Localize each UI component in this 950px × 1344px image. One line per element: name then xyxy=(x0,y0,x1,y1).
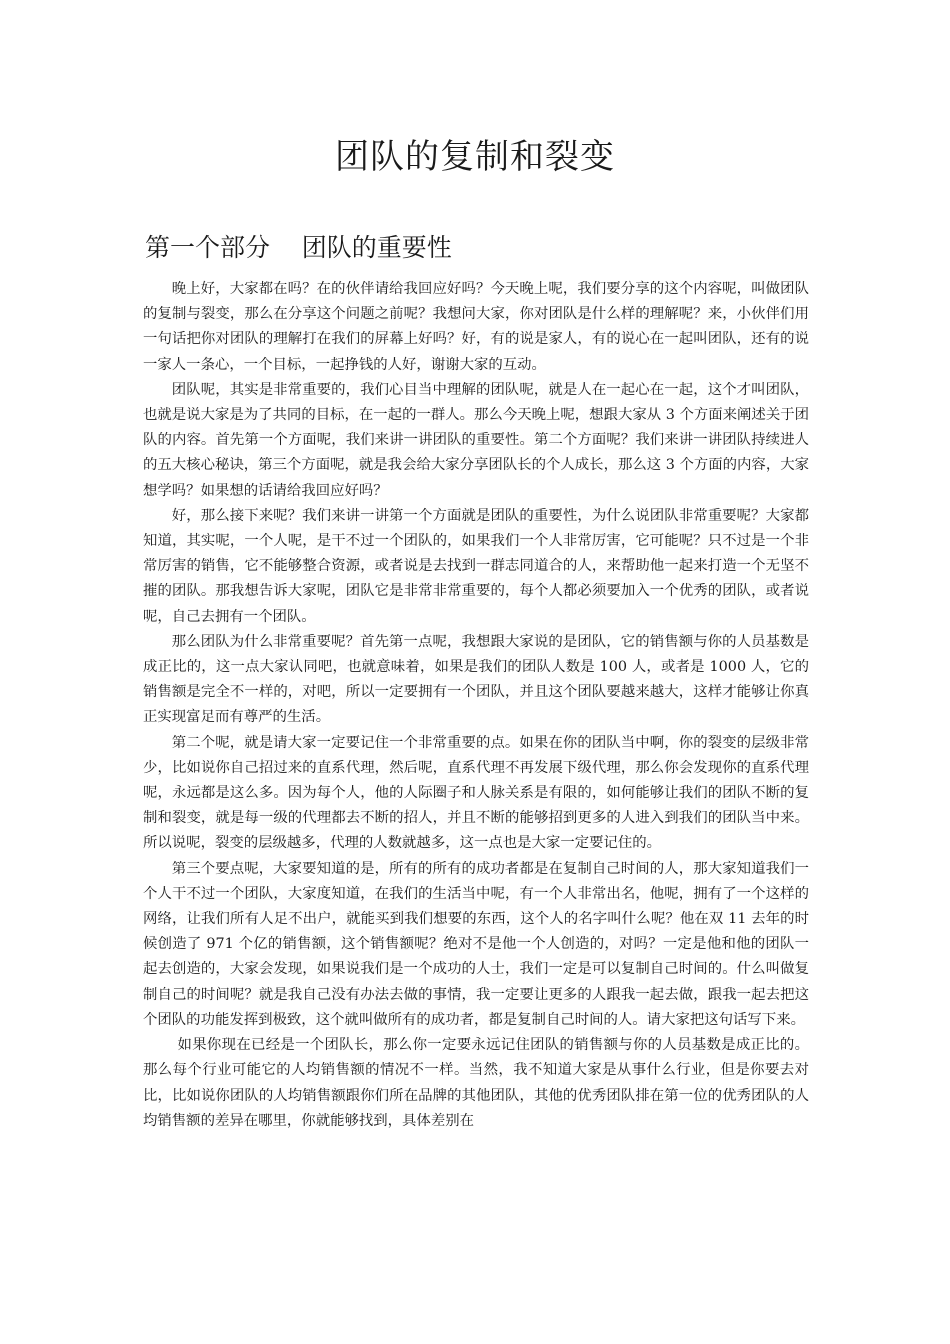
section-heading: 第一个部分 团队的重要性 xyxy=(145,233,452,262)
paragraph: 团队呢，其实是非常重要的，我们心目当中理解的团队呢，就是人在一起心在一起，这个才叫团队，也就是说大家是为了共同的目标，在一起的一群人。那么今天晚上呢，想跟大家从 3 个方面来阐述关于团队的内容。首先第一个方面呢，我们来讲一讲团队的重要性。第二个方面呢？我们来讲一讲团队持续进人的五大核心秘诀，第三个方面呢，就是我会给大家分享团队长的个人成长，那么这 3 个方面的内容，大家想学吗？如果想的话请给我回应好吗？ xyxy=(143,381,809,499)
paragraph: 第二个呢，就是请大家一定要记住一个非常重要的点。如果在你的团队当中啊，你的裂变的层级非常少，比如说你自己招过来的直系代理，然后呢，直系代理不再发展下级代理，那么你会发现你的直系代理呢，永远都是这么多。因为每个人，他的人际圈子和人脉关系是有限的，如何能够让我们的团队不断的复制和裂变，就是每一级的代理都去不断的招人，并且不断的能够招到更多的人进入到我们的团队当中来。所以说呢，裂变的层级越多，代理的人数就越多，这一点也是大家一定要记住的。 xyxy=(143,734,809,852)
paragraph: 晚上好，大家都在吗？在的伙伴请给我回应好吗？今天晚上呢，我们要分享的这个内容呢，叫做团队的复制与裂变，那么在分享这个问题之前呢？我想问大家，你对团队是什么样的理解呢？来，小伙伴们用一句话把你对团队的理解打在我们的屏幕上好吗？好，有的说是家人，有的说心在一起叫团队，还有的说一家人一条心，一个目标，一起挣钱的人好，谢谢大家的互动。 xyxy=(143,281,809,373)
document-title: 团队的复制和裂变 xyxy=(335,137,615,177)
paragraph: 第三个要点呢，大家要知道的是，所有的所有的成功者都是在复制自己时间的人，那大家知道我们一个人干不过一个团队，大家度知道，在我们的生活当中呢，有一个人非常出名，他呢，拥有了一个这样的网络，让我们所有人足不出户，就能买到我们想要的东西，这个人的名字叫什么呢？他在双 11 去年的时候创造了 971 个亿的销售额，这个销售额呢？绝对不是他一个人创造的，对吗？一定是他和他的团队一起去创造的，大家会发现，如果说我们是一个成功的人士，我们一定是可以复制自己时间的。什么叫做复制自己的时间呢？就是我自己没有办法去做的事情，我一定要让更多的人跟我一起去做，跟我一起去把这个团队的功能发挥到极致，这个就叫做所有的成功者，都是复制自己时间的人。请大家把这句话写下来。 xyxy=(143,860,809,1028)
paragraph: 那么团队为什么非常重要呢？首先第一点呢，我想跟大家说的是团队，它的销售额与你的人员基数是成正比的，这一点大家认同吧，也就意味着，如果是我们的团队人数是 100 人，或者是 1000 人，它的销售额是完全不一样的，对吧，所以一定要拥有一个团队，并且这个团队要越来越大，这样才能够让你真正实现富足而有尊严的生活。 xyxy=(143,633,809,726)
paragraph: 好，那么接下来呢？我们来讲一讲第一个方面就是团队的重要性，为什么说团队非常重要呢？大家都知道，其实呢，一个人呢，是干不过一个团队的，如果我们一个人非常厉害，它可能呢？只不过是一个非常厉害的销售，它不能够整合资源，或者说是去找到一群志同道合的人，来帮助他一起来打造一个无坚不摧的团队。那我想告诉大家呢，团队它是非常非常重要的，每个人都必须要加入一个优秀的团队，或者说呢，自己去拥有一个团队。 xyxy=(143,507,809,625)
document-body xyxy=(143,277,809,1134)
paragraph: 如果你现在已经是一个团队长，那么你一定要永远记住团队的销售额与你的人员基数是成正比的。那么每个行业可能它的人均销售额的情况不一样。当然，我不知道大家是从事什么行业，但是你要去对比，比如说你团队的人均销售额跟你们所在品牌的其他团队，其他的优秀团队排在第一位的优秀团队的人均销售额的差异在哪里，你就能够找到，具体差别在 xyxy=(143,1037,809,1129)
